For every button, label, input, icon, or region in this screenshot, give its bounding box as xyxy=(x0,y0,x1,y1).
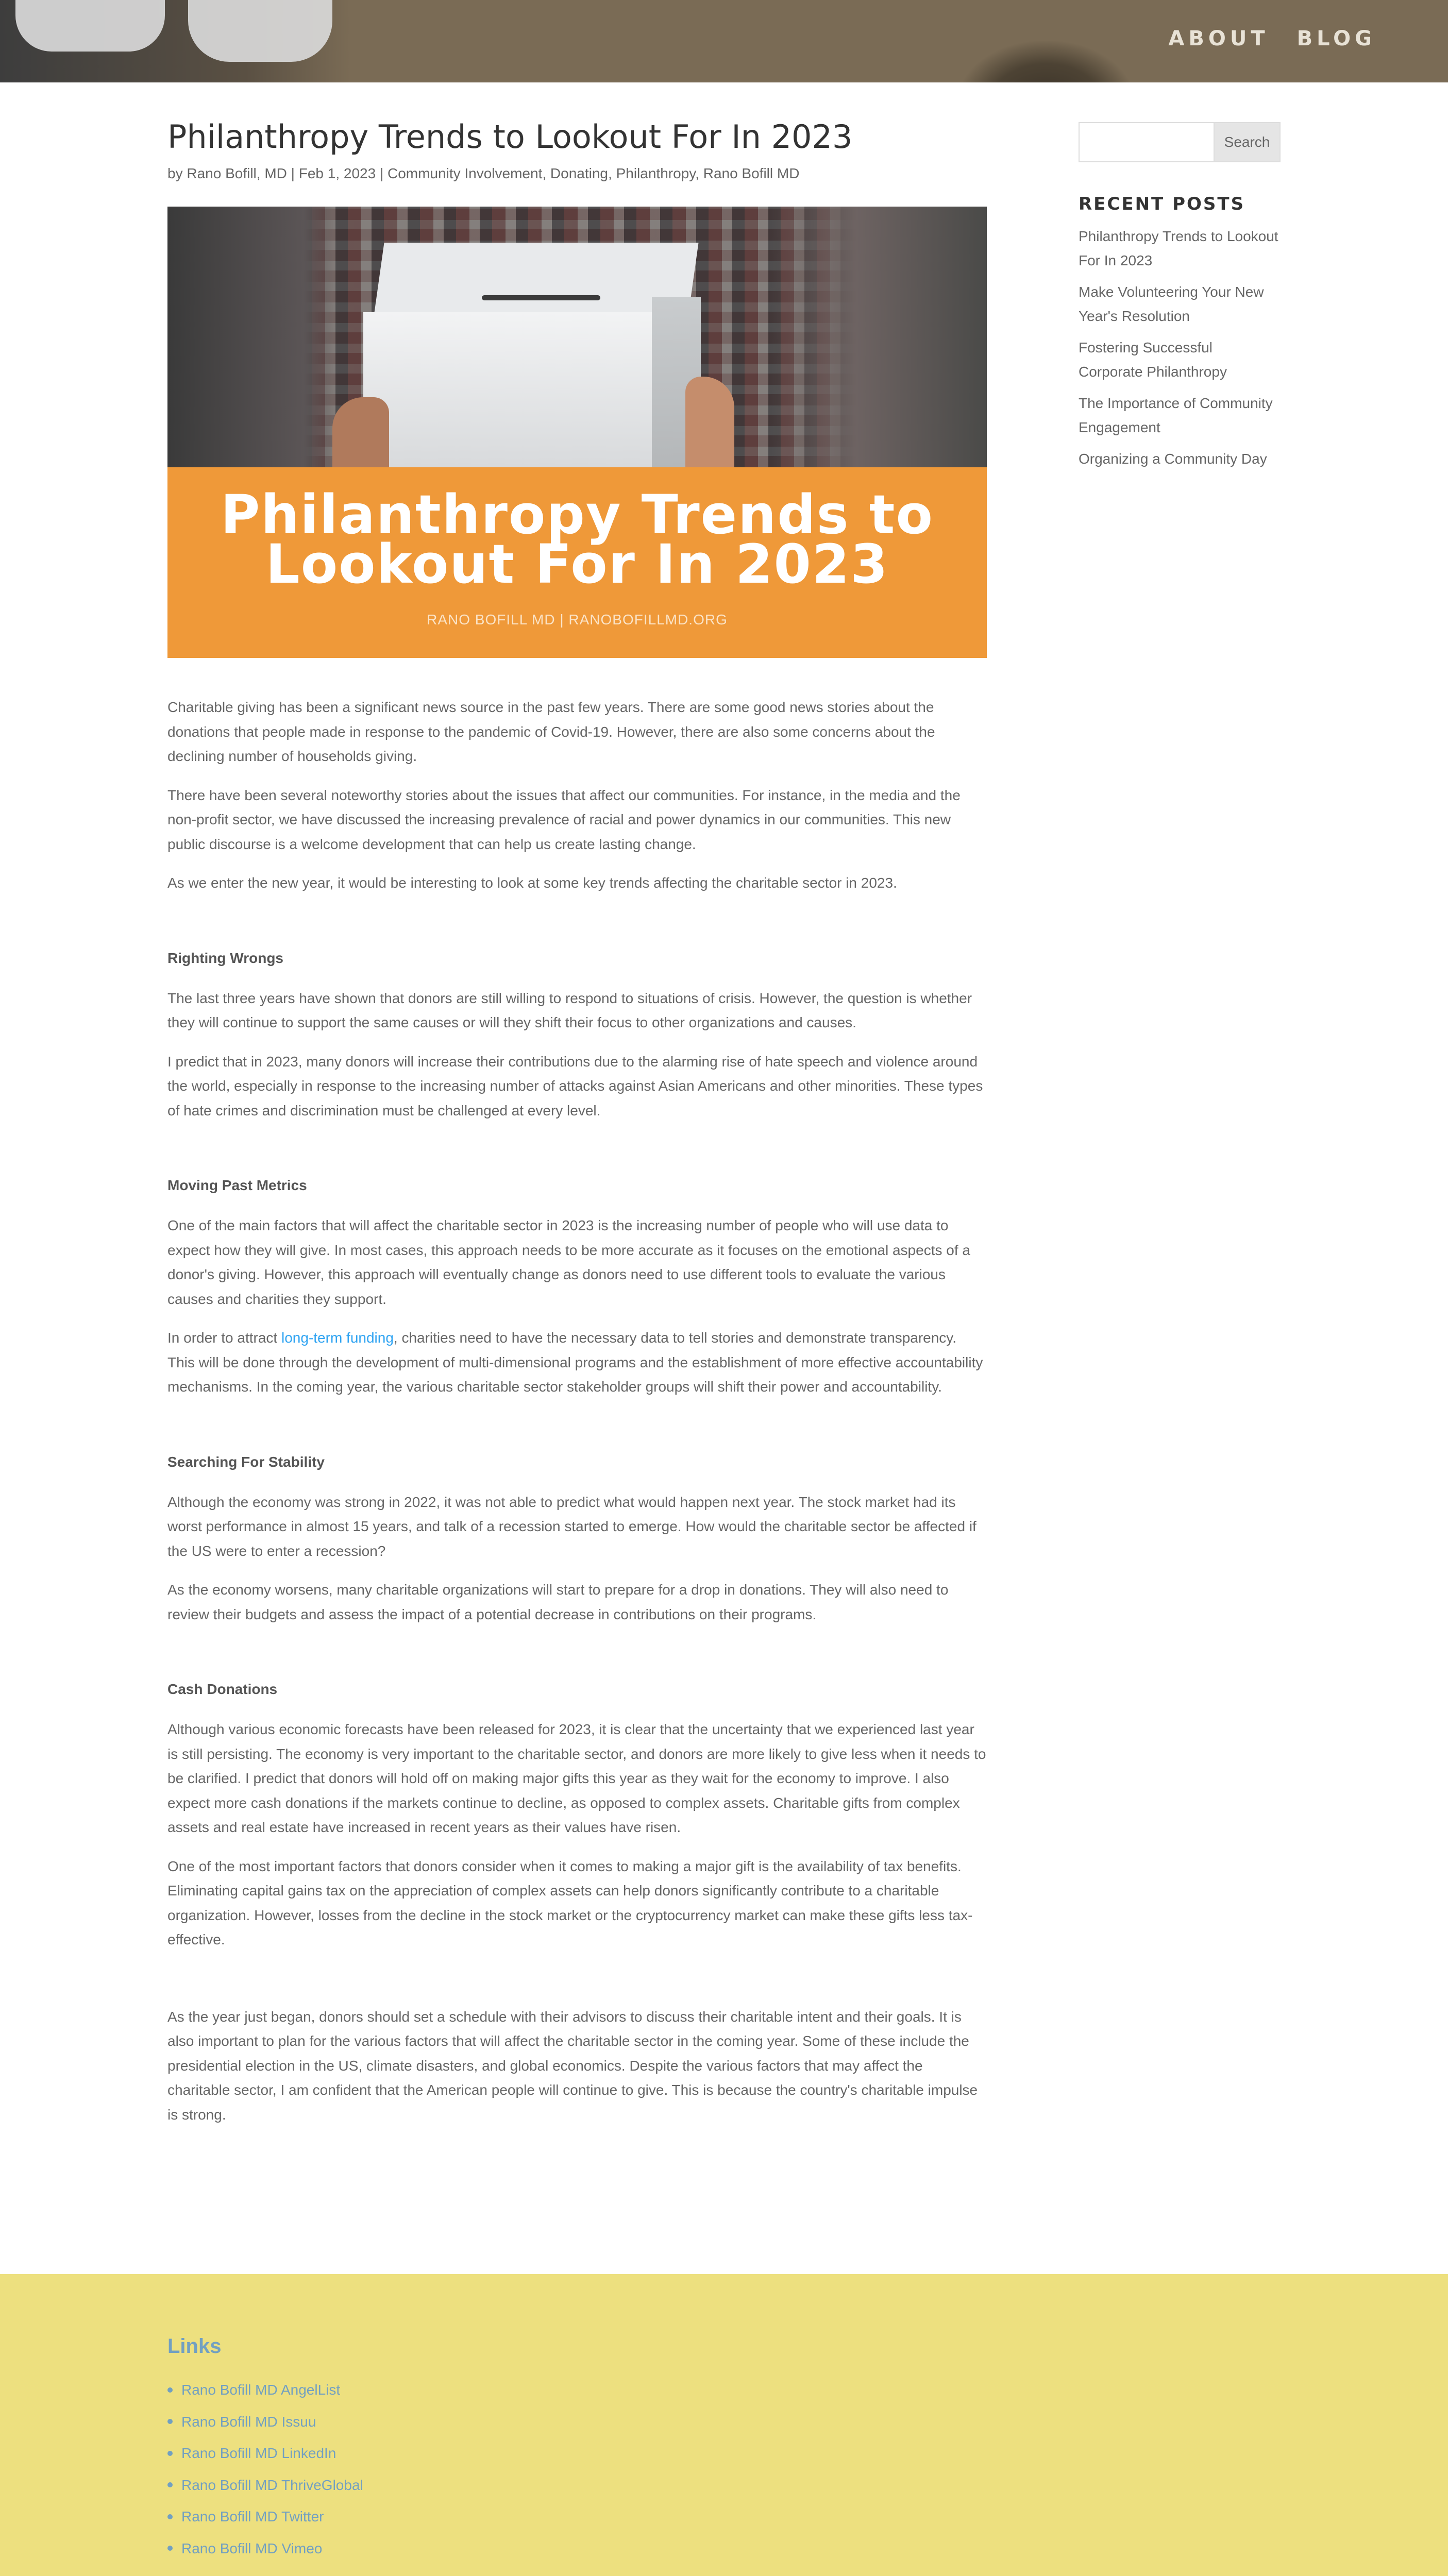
bullet-icon xyxy=(167,2387,173,2393)
footer-link[interactable]: Rano Bofill MD AngelList xyxy=(181,2382,341,2398)
meta-category-link[interactable]: Rano Bofill MD xyxy=(703,165,800,181)
footer-link-item xyxy=(167,2469,363,2501)
box-front xyxy=(363,312,652,467)
post-title: Philanthropy Trends to Lookout For In 2023 xyxy=(167,118,853,156)
banner-title-line1: Philanthropy Trends to xyxy=(221,483,934,546)
footer-link-item xyxy=(167,2374,363,2406)
paragraph: As the year just began, donors should set a schedule with their advisors to discuss their charitable intent and their goals. It is also important to plan for the various factors that will affect the charitable sector in the coming year. Some of these include the presidential election in the US, climate disasters, and global economics. Despite the various factors that may affect the charitable sector, I am confident that the American people will continue to give. This is because the country's charitable impulse is strong. xyxy=(167,2008,978,2123)
search-button[interactable]: Search xyxy=(1214,122,1281,162)
meta-category-link[interactable]: Donating xyxy=(550,165,609,181)
box-slot xyxy=(482,295,600,300)
post-content xyxy=(167,695,987,2127)
recent-post-link[interactable]: Philanthropy Trends to Lookout For In 2023 xyxy=(1079,228,1278,268)
paragraph: As we enter the new year, it would be interesting to look at some key trends affecting the charitable sector in 2023. xyxy=(167,875,897,891)
section-heading: Righting Wrongs xyxy=(167,950,283,966)
footer-link[interactable]: Rano Bofill MD Twitter xyxy=(181,2509,324,2524)
sidebar xyxy=(1079,122,1281,471)
donation-box-photo xyxy=(167,207,987,467)
banner-title xyxy=(167,467,987,596)
search-form xyxy=(1079,122,1281,162)
footer-link[interactable]: Rano Bofill MD LinkedIn xyxy=(181,2445,336,2461)
footer-links-list xyxy=(167,2374,363,2564)
paragraph: There have been several noteworthy stories about the issues that affect our communities. For instance, in the media and the non-profit sector, we have discussed the increasing prevalence of racial and power dynamics in our communities. This new public discourse is a welcome development that can help us create lasting change. xyxy=(167,787,961,852)
bullet-icon xyxy=(167,2451,173,2456)
recent-post-link[interactable]: Fostering Successful Corporate Philanthropy xyxy=(1079,340,1227,380)
meta-category-link[interactable]: Philanthropy xyxy=(616,165,696,181)
meta-category-link[interactable]: Community Involvement xyxy=(388,165,543,181)
featured-banner xyxy=(167,467,987,658)
footer-link-item xyxy=(167,2406,363,2438)
nav-about[interactable]: ABOUT xyxy=(1168,27,1269,50)
box-top xyxy=(373,243,698,320)
long-term-funding-link[interactable]: long-term funding xyxy=(281,1330,394,1346)
footer-link[interactable]: Rano Bofill MD Issuu xyxy=(181,2413,316,2430)
meta-separator: | xyxy=(379,165,384,181)
nav-blog[interactable]: BLOG xyxy=(1297,27,1376,50)
main-nav xyxy=(1168,27,1376,50)
recent-post-link[interactable]: The Importance of Community Engagement xyxy=(1079,395,1273,435)
footer-link-item xyxy=(167,2501,363,2533)
meta-author-link[interactable]: Rano Bofill, MD xyxy=(187,165,287,181)
paragraph: As the economy worsens, many charitable organizations will start to prepare for a drop in donations. They will also need to review their budgets and assess the impact of a potential decrease in contributions on their programs. xyxy=(167,1582,949,1622)
paragraph: I predict that in 2023, many donors will increase their contributions due to the alarming rise of hate speech and violence around the world, especially in response to the increasing number of attacks against Asian Americans and other minorities. These types of hate crimes and discrimination must be challenged at every level. xyxy=(167,1053,983,1118)
footer-widgets xyxy=(0,2274,1448,2576)
paragraph: Although various economic forecasts have been released for 2023, it is clear that the uncertainty that we experienced last year is still persisting. The economy is very important to the charitable sector, and donors are more likely to give less when it needs to be clarified. I predict that donors will hold off on making major gifts this year as they wait for the economy to improve. I also expect more cash donations if the markets continue to decline, as opposed to complex assets. Charitable gifts from complex assets and real estate have increased in recent years as their values have risen. xyxy=(167,1721,986,1835)
paragraph: In order to attract long-term funding, charities need to have the necessary data to tell stories and demonstrate transparency. This will be done through the development of multi-dimensional programs and the establishment of more effective accountability mechanisms. In the coming year, the various charitable sector stakeholder groups will shift their power and accountability. xyxy=(167,1330,983,1395)
footer-link[interactable]: Rano Bofill MD ThriveGlobal xyxy=(181,2477,363,2493)
banner-credit: RANO BOFILL MD | RANOBOFILLMD.ORG xyxy=(427,612,728,628)
footer-link[interactable]: Rano Bofill MD Vimeo xyxy=(181,2540,323,2556)
featured-image xyxy=(167,207,987,658)
section-heading: Moving Past Metrics xyxy=(167,1177,307,1193)
paragraph: Charitable giving has been a significant news source in the past few years. There are some good news stories about the donations that people made in response to the pandemic of Covid-19. However, there are also some concerns about the declining number of households giving. xyxy=(167,699,935,764)
recent-post-link[interactable]: Organizing a Community Day xyxy=(1079,451,1267,467)
meta-by: by xyxy=(167,165,183,181)
bullet-icon xyxy=(167,2546,173,2551)
header-decor-light xyxy=(188,0,332,62)
bullet-icon xyxy=(167,2482,173,2487)
banner-title-line2: Lookout For In 2023 xyxy=(265,533,889,596)
footer-link-item xyxy=(167,2533,363,2565)
header-decor-hair xyxy=(958,41,1134,82)
section-heading: Cash Donations xyxy=(167,1681,278,1697)
post-meta: by Rano Bofill, MD | Feb 1, 2023 | Community Involvement, Donating, Philanthropy, Rano Bofill MD xyxy=(167,165,800,181)
paragraph: The last three years have shown that donors are still willing to respond to situations of crisis. However, the question is whether they will continue to support the same causes or will they shift their focus to other organizations and causes. xyxy=(167,990,972,1030)
recent-posts-list xyxy=(1079,224,1281,471)
meta-date: Feb 1, 2023 xyxy=(298,165,376,181)
header-decor-light xyxy=(15,0,165,52)
site-header xyxy=(0,0,1448,82)
links-heading: Links xyxy=(167,2335,222,2358)
search-input[interactable] xyxy=(1079,122,1214,162)
paragraph: One of the main factors that will affect the charitable sector in 2023 is the increasing number of people who will use data to expect how they will give. In most cases, this approach needs to be more accurate as it focuses on the emotional aspects of a donor's giving. However, this approach will eventually change as donors need to use different tools to evaluate the various causes and charities they support. xyxy=(167,1217,970,1307)
paragraph: One of the most important factors that donors consider when it comes to making a major gift is the availability of tax benefits. Eliminating capital gains tax on the appreciation of complex assets can help donors significantly contribute to a charitable organization. However, losses from the decline in the stock market or the cryptocurrency market can make these gifts less tax-effective. xyxy=(167,1858,973,1947)
recent-post-link[interactable]: Make Volunteering Your New Year's Resolution xyxy=(1079,284,1264,324)
bullet-icon xyxy=(167,2514,173,2519)
paragraph: Although the economy was strong in 2022, it was not able to predict what would happen next year. The stock market had its worst performance in almost 15 years, and talk of a recession started to emerge. How would the charitable sector be affected if the US were to enter a recession? xyxy=(167,1494,976,1559)
footer-link-item xyxy=(167,2437,363,2469)
post-main xyxy=(167,116,987,2141)
meta-separator: | xyxy=(291,165,295,181)
hand xyxy=(685,377,734,474)
bullet-icon xyxy=(167,2419,173,2424)
recent-posts-heading: RECENT POSTS xyxy=(1079,194,1245,214)
section-heading: Searching For Stability xyxy=(167,1453,325,1470)
